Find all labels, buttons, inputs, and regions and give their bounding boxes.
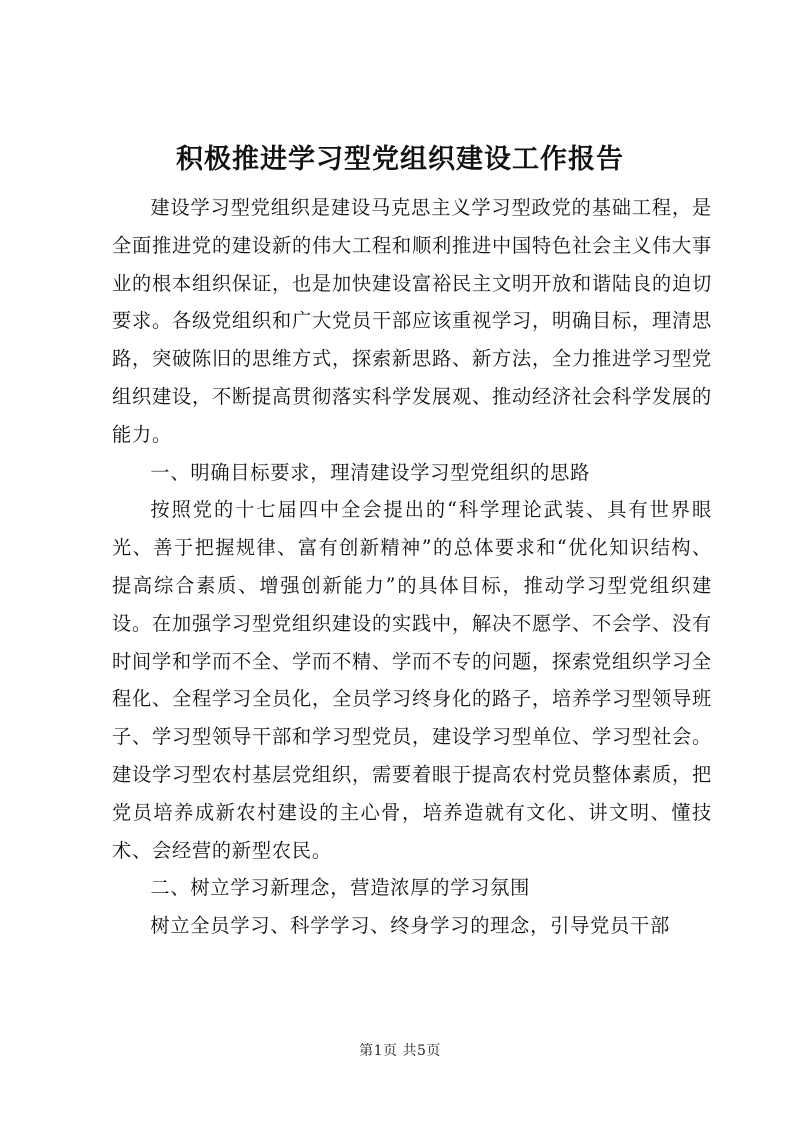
paragraph-section-2: 树立全员学习、科学学习、终身学习的理念，引导党员干部 — [150, 914, 671, 938]
paragraph-section-1: 按照党的十七届四中全会提出的“科学理论武装、具有世界眼光、善于把握规律、富有创新精神”的总体要求和“优化知识结构、提高综合素质、增强创新能力”的具体目标，推动学习型党组织建设。在加强学习型党组织建设的实践中，解决不愿学、不会学、没有时间学和学而不全、学而不精、学而不专的问题，探索党组织学习全程化、全程学习全员化，全员学习终身化的路子，培养学习型领导班子、学习型领导干部和学习型党员，建设学习型单位、学习型社会。建设学习型农村基层党组织，需要着眼于提高农村党员整体素质，把党员培养成新农村建设的主心骨，培养造就有文化、讲文明、懂技术、会经营的新型农民。 — [112, 498, 712, 862]
section-heading-1: 一、明确目标要求，理清建设学习型党组织的思路 — [150, 460, 591, 484]
page-number: 第1页 共5页 — [359, 1043, 441, 1059]
document-title: 积极推进学习型党组织建设工作报告 — [176, 144, 624, 175]
document-body — [112, 189, 712, 945]
section-heading-2: 二、树立学习新理念，营造浓厚的学习氛围 — [150, 876, 531, 900]
paragraph-intro: 建设学习型党组织是建设马克思主义学习型政党的基础工程，是全面推进党的建设新的伟大工程和顺利推进中国特色社会主义伟大事业的根本组织保证，也是加快建设富裕民主文明开放和谐陆良的迫切要求。各级党组织和广大党员干部应该重视学习，明确目标，理清思路，突破陈旧的思维方式，探索新思路、新方法，全力推进学习型党组织建设，不断提高贯彻落实科学发展观、推动经济社会科学发展的能力。 — [112, 196, 712, 446]
